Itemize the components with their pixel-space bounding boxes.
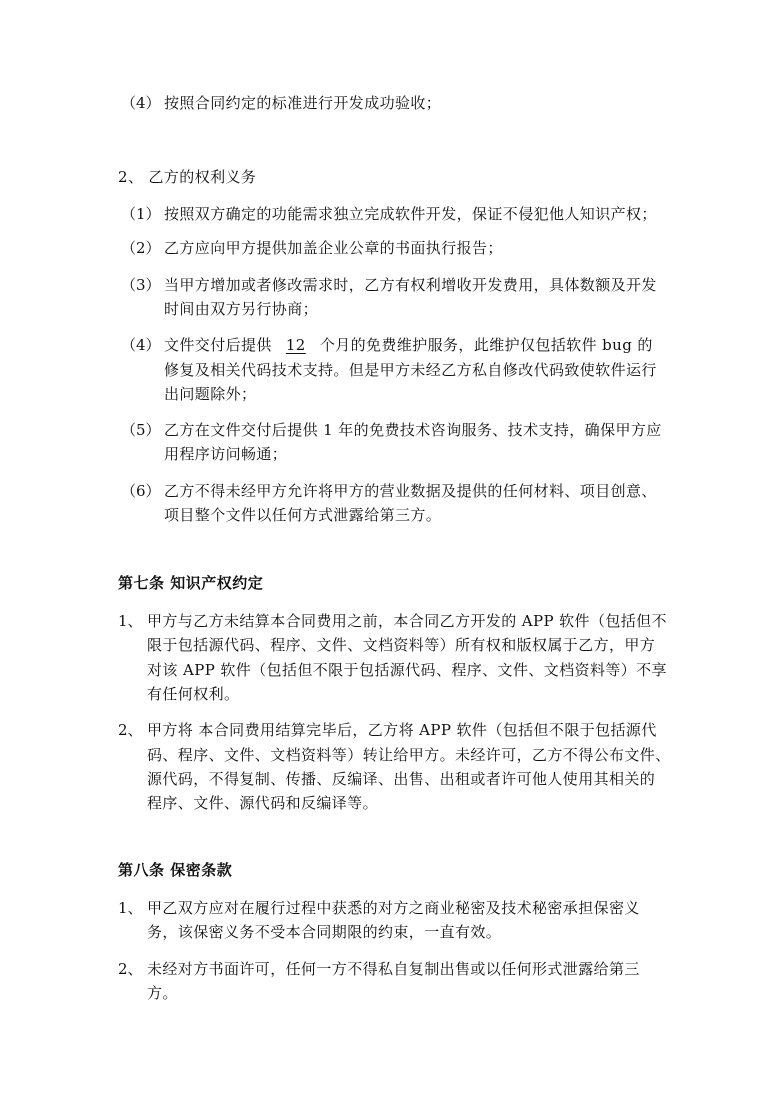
paragraph-line: 用程序访问畅通； — [164, 445, 288, 463]
item-number: （6） — [121, 482, 161, 500]
paragraph-line: 方。 — [147, 984, 178, 1002]
paragraph-line: 乙方不得未经甲方允许将甲方的营业数据及提供的任何材料、项目创意、 — [164, 482, 657, 500]
paragraph-line: 对该 APP 软件（包括但不限于包括源代码、程序、文件、文档资料等）不享 — [147, 661, 667, 679]
paragraph-line: 项目整个文件以任何方式泄露给第三方。 — [164, 506, 442, 524]
item-number: （4） — [121, 336, 161, 354]
paragraph-line: 务，该保密义务不受本合同期限的约束，一直有效。 — [147, 923, 502, 941]
paragraph-line: 甲方与乙方未结算本合同费用之前，本合同乙方开发的 APP 软件（包括但不 — [147, 612, 667, 630]
paragraph-line: 码、程序、文件、文档资料等）转让给甲方。未经许可，乙方不得公布文件、 — [147, 746, 671, 764]
maintenance-months-value: 12 — [285, 336, 306, 354]
item-number: （4） — [121, 94, 161, 112]
item-number: （2） — [121, 239, 161, 257]
paragraph-line — [164, 335, 653, 355]
paragraph-line: 当甲方增加或者修改需求时，乙方有权利增收开发费用，具体数额及开发 — [164, 276, 657, 294]
subsection-title: 2、 乙方的权利义务 — [118, 168, 257, 186]
paragraph-line: 甲乙双方应对在履行过程中获悉的对方之商业秘密及技术秘密承担保密义 — [147, 899, 640, 917]
item-number: 2、 — [118, 960, 143, 978]
paragraph-line: 未经对方书面许可，任何一方不得私自复制出售或以任何形式泄露给第三 — [147, 960, 640, 978]
paragraph-line: 甲方将 本合同费用结算完毕后，乙方将 APP 软件（包括但不限于包括源代 — [147, 721, 657, 739]
item-number: （1） — [121, 205, 161, 223]
text-run: 文件交付后提供 — [164, 336, 272, 354]
paragraph-line: 时间由双方另行协商； — [164, 300, 319, 318]
section-heading: 第八条 保密条款 — [118, 861, 233, 879]
paragraph-line: 按照合同约定的标准进行开发成功验收； — [164, 94, 442, 112]
item-number: 1、 — [118, 899, 143, 917]
paragraph-line: 按照双方确定的功能需求独立完成软件开发，保证不侵犯他人知识产权； — [164, 205, 657, 223]
paragraph-line: 有任何权利。 — [147, 685, 240, 703]
item-number: （5） — [121, 421, 161, 439]
item-number: 1、 — [118, 612, 143, 630]
text-run: 个月的免费维护服务，此维护仅包括软件 bug 的 — [319, 336, 653, 354]
paragraph-line: 程序、文件、源代码和反编译等。 — [147, 794, 379, 812]
paragraph-line: 限于包括源代码、程序、文件、文档资料等）所有权和版权属于乙方，甲方 — [147, 636, 656, 654]
paragraph-line: 修复及相关代码技术支持。但是甲方未经乙方私自修改代码致使软件运行 — [164, 361, 657, 379]
paragraph-line: 乙方在文件交付后提供 1 年的免费技术咨询服务、技术支持，确保甲方应 — [164, 421, 662, 439]
paragraph-line: 源代码，不得复制、传播、反编译、出售、出租或者许可他人使用其相关的 — [147, 770, 656, 788]
section-heading: 第七条 知识产权约定 — [118, 574, 264, 592]
paragraph-line: 乙方应向甲方提供加盖企业公章的书面执行报告； — [164, 239, 503, 257]
item-number: （3） — [121, 276, 161, 294]
paragraph-line: 出问题除外； — [164, 385, 257, 403]
item-number: 2、 — [118, 721, 143, 739]
